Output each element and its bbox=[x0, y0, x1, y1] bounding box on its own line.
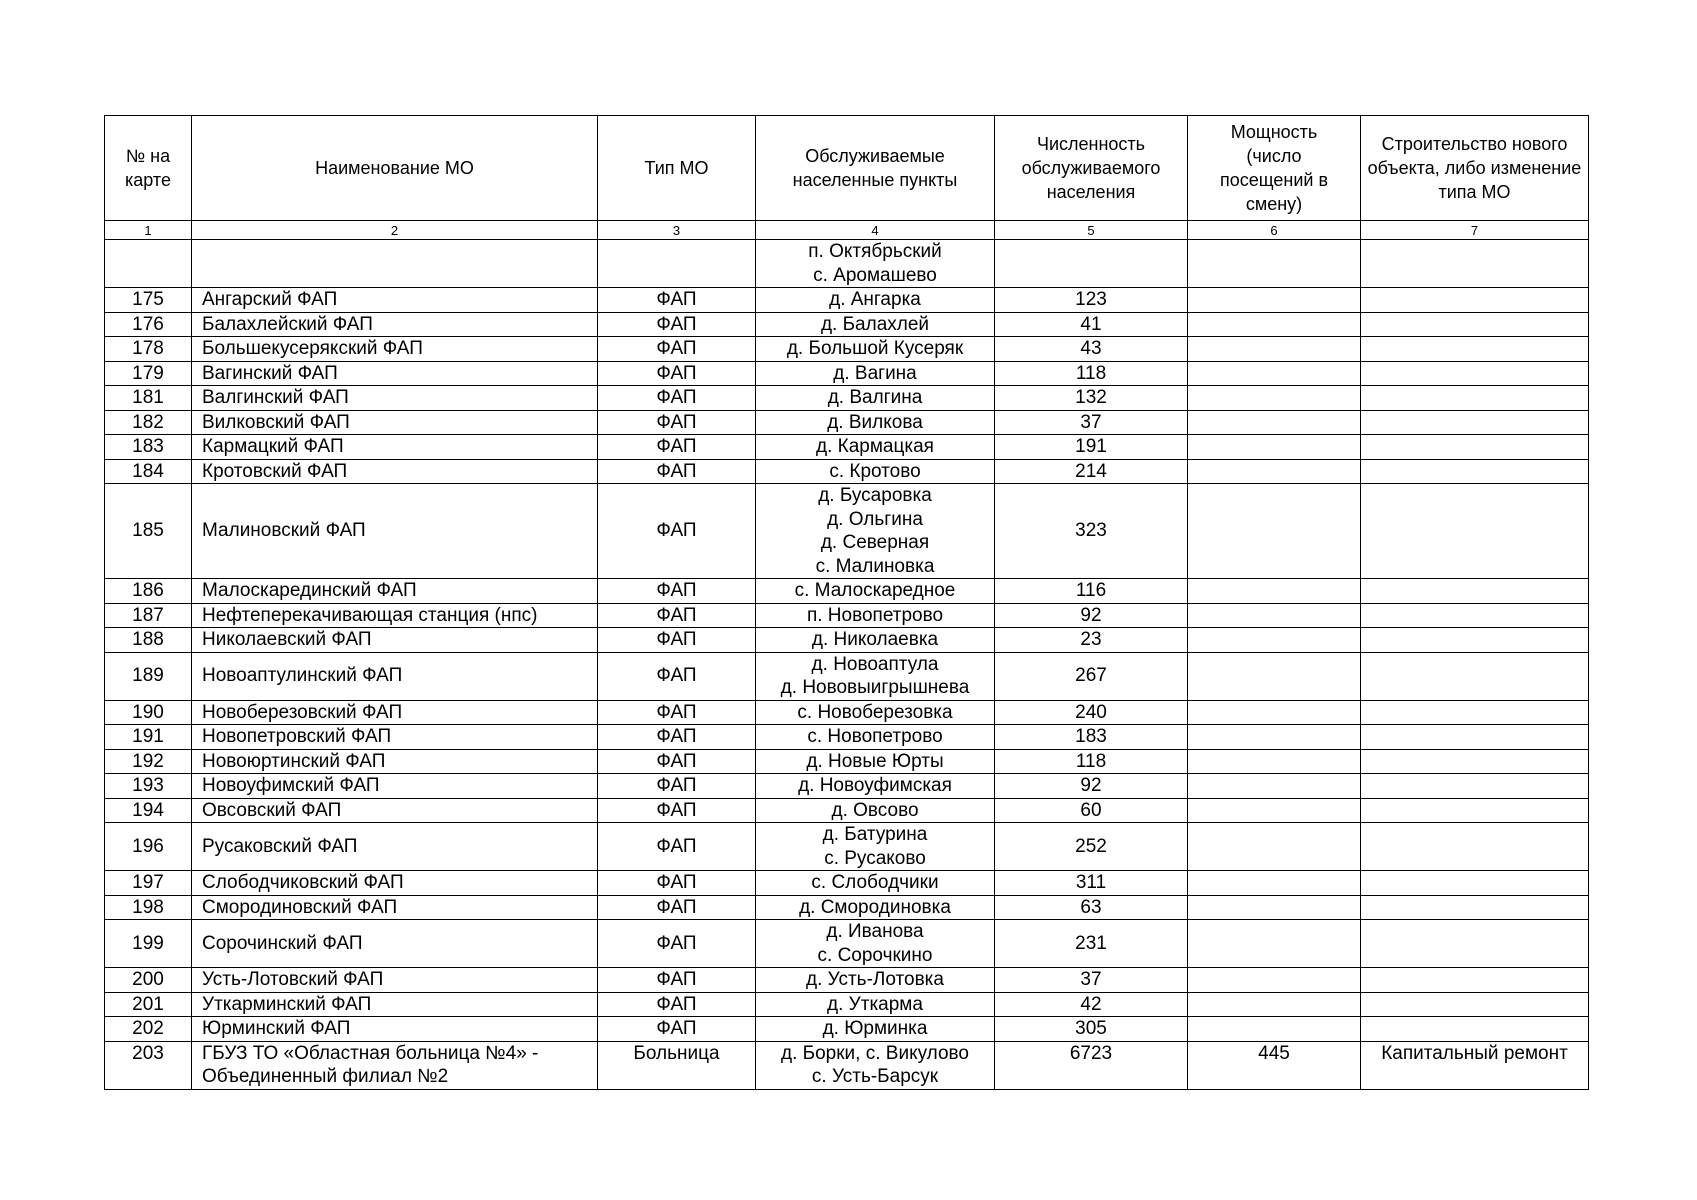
mo-type-cell: ФАП bbox=[598, 725, 756, 750]
construction-cell bbox=[1361, 386, 1589, 411]
mo-name-line: Юрминский ФАП bbox=[202, 1018, 351, 1039]
construction-cell bbox=[1361, 774, 1589, 799]
capacity-cell bbox=[1188, 240, 1361, 288]
column-number: 6 bbox=[1188, 221, 1361, 240]
served-settlements-cell bbox=[756, 700, 995, 725]
mo-name-cell bbox=[192, 337, 598, 362]
served-settlements-cell bbox=[756, 410, 995, 435]
settlement-line: д. Бусаровка bbox=[818, 485, 932, 506]
header-served-settlements: Обслуживаемые населенные пункты bbox=[756, 116, 995, 221]
table-row bbox=[105, 386, 1589, 411]
capacity-cell bbox=[1188, 484, 1361, 579]
construction-cell bbox=[1361, 1017, 1589, 1042]
map-number-cell: 190 bbox=[105, 700, 192, 725]
mo-type-cell: ФАП bbox=[598, 920, 756, 968]
settlement-line: д. Новоуфимская bbox=[798, 775, 952, 796]
population-cell: 132 bbox=[995, 386, 1188, 411]
map-number-cell: 194 bbox=[105, 798, 192, 823]
mo-name-line: Малоскарединский ФАП bbox=[202, 580, 417, 601]
served-settlements-cell bbox=[756, 459, 995, 484]
served-settlements-cell bbox=[756, 603, 995, 628]
population-cell: 231 bbox=[995, 920, 1188, 968]
served-settlements-cell bbox=[756, 579, 995, 604]
table-row bbox=[105, 312, 1589, 337]
construction-cell bbox=[1361, 968, 1589, 993]
mo-type-cell: ФАП bbox=[598, 700, 756, 725]
column-numbers-row bbox=[105, 221, 1589, 240]
table-row bbox=[105, 895, 1589, 920]
served-settlements-cell bbox=[756, 871, 995, 896]
mo-type-cell: ФАП bbox=[598, 871, 756, 896]
settlement-line: д. Ольгина bbox=[827, 508, 923, 530]
settlement-line: д. Новые Юрты bbox=[806, 750, 944, 772]
served-settlements-cell bbox=[756, 312, 995, 337]
mo-type-cell: ФАП bbox=[598, 361, 756, 386]
settlement-line: д. Новоаптула bbox=[811, 653, 939, 675]
served-settlements-cell bbox=[756, 968, 995, 993]
mo-name-line: Нефтеперекачивающая станция (нпс) bbox=[202, 604, 538, 626]
mo-name-cell bbox=[192, 871, 598, 896]
served-settlements-cell bbox=[756, 1017, 995, 1042]
served-settlements-cell bbox=[756, 484, 995, 579]
map-number-cell: 176 bbox=[105, 312, 192, 337]
map-number-cell: 202 bbox=[105, 1017, 192, 1042]
construction-cell bbox=[1361, 725, 1589, 750]
served-settlements-cell bbox=[756, 895, 995, 920]
construction-cell bbox=[1361, 992, 1589, 1017]
construction-cell bbox=[1361, 798, 1589, 823]
header-map-number: № на карте bbox=[105, 116, 192, 221]
table-row bbox=[105, 435, 1589, 460]
served-settlements-cell bbox=[756, 652, 995, 700]
mo-name-cell bbox=[192, 603, 598, 628]
mo-name-line: Овсовский ФАП bbox=[202, 799, 342, 821]
mo-name-cell bbox=[192, 920, 598, 968]
mo-name-line: Вилковский ФАП bbox=[202, 411, 350, 433]
population-cell: 118 bbox=[995, 749, 1188, 774]
construction-cell bbox=[1361, 823, 1589, 871]
table-row bbox=[105, 628, 1589, 653]
mo-name-line: Новопетровский ФАП bbox=[202, 726, 392, 747]
mo-name-line: Слободчиковский ФАП bbox=[202, 872, 404, 893]
mo-name-cell bbox=[192, 288, 598, 313]
settlement-line: д. Смородиновка bbox=[799, 896, 951, 918]
mo-name-line: Валгинский ФАП bbox=[202, 387, 349, 408]
served-settlements-cell bbox=[756, 823, 995, 871]
table-row bbox=[105, 361, 1589, 386]
construction-cell bbox=[1361, 700, 1589, 725]
construction-cell bbox=[1361, 920, 1589, 968]
map-number-cell: 199 bbox=[105, 920, 192, 968]
mo-name-line: Новоуфимский ФАП bbox=[202, 775, 380, 796]
mo-type-cell: ФАП bbox=[598, 652, 756, 700]
map-number-cell: 203 bbox=[105, 1041, 192, 1089]
mo-name-line: Большекусерякский ФАП bbox=[202, 338, 423, 359]
settlement-line: с. Малоскаредное bbox=[794, 580, 956, 601]
settlement-line: д. Усть-Лотовка bbox=[806, 969, 944, 990]
population-cell bbox=[995, 240, 1188, 288]
construction-cell bbox=[1361, 871, 1589, 896]
table-row bbox=[105, 968, 1589, 993]
header-construction: Строительство нового объекта, либо изменение типа МО bbox=[1361, 116, 1589, 221]
mo-name-cell bbox=[192, 725, 598, 750]
settlement-line: с. Новопетрово bbox=[807, 726, 943, 747]
map-number-cell: 187 bbox=[105, 603, 192, 628]
served-settlements-cell bbox=[756, 628, 995, 653]
population-cell: 43 bbox=[995, 337, 1188, 362]
mo-name-line: Николаевский ФАП bbox=[202, 629, 372, 650]
served-settlements-cell bbox=[756, 798, 995, 823]
table-row bbox=[105, 410, 1589, 435]
population-cell: 311 bbox=[995, 871, 1188, 896]
population-cell: 37 bbox=[995, 968, 1188, 993]
settlement-line: д. Иванова bbox=[826, 921, 924, 942]
column-number: 1 bbox=[105, 221, 192, 240]
settlement-line: с. Слободчики bbox=[811, 872, 939, 893]
construction-cell bbox=[1361, 579, 1589, 604]
mo-name-cell bbox=[192, 410, 598, 435]
mo-name-cell bbox=[192, 459, 598, 484]
mo-type-cell: ФАП bbox=[598, 459, 756, 484]
construction-cell: Капитальный ремонт bbox=[1361, 1041, 1589, 1089]
mo-name-line: Уткарминский ФАП bbox=[202, 993, 372, 1015]
table-header bbox=[105, 116, 1589, 240]
header-mo-type: Тип МО bbox=[598, 116, 756, 221]
map-number-cell: 181 bbox=[105, 386, 192, 411]
capacity-cell bbox=[1188, 749, 1361, 774]
mo-type-cell: ФАП bbox=[598, 992, 756, 1017]
settlement-line: д. Ангарка bbox=[829, 289, 921, 310]
capacity-cell bbox=[1188, 992, 1361, 1017]
map-number-cell: 188 bbox=[105, 628, 192, 653]
table-row bbox=[105, 798, 1589, 823]
column-number: 3 bbox=[598, 221, 756, 240]
population-cell: 252 bbox=[995, 823, 1188, 871]
mo-type-cell: ФАП bbox=[598, 337, 756, 362]
capacity-cell bbox=[1188, 288, 1361, 313]
mo-name-line: Русаковский ФАП bbox=[202, 835, 358, 857]
population-cell: 240 bbox=[995, 700, 1188, 725]
settlement-line: с. Аромашево bbox=[813, 264, 937, 286]
served-settlements-cell bbox=[756, 435, 995, 460]
construction-cell bbox=[1361, 410, 1589, 435]
map-number-cell bbox=[105, 240, 192, 288]
settlement-line: д. Кармацкая bbox=[816, 436, 934, 457]
settlement-line: с. Усть-Барсук bbox=[811, 1066, 939, 1087]
capacity-cell bbox=[1188, 1017, 1361, 1042]
capacity-cell bbox=[1188, 579, 1361, 604]
population-cell: 23 bbox=[995, 628, 1188, 653]
settlement-line: д. Уткарма bbox=[827, 993, 923, 1015]
capacity-cell bbox=[1188, 871, 1361, 896]
construction-cell bbox=[1361, 312, 1589, 337]
population-cell: 60 bbox=[995, 798, 1188, 823]
map-number-cell: 200 bbox=[105, 968, 192, 993]
settlement-line: д. Борки, с. Викулово bbox=[781, 1042, 969, 1064]
mo-type-cell: ФАП bbox=[598, 774, 756, 799]
population-cell: 42 bbox=[995, 992, 1188, 1017]
served-settlements-cell bbox=[756, 920, 995, 968]
mo-type-cell: ФАП bbox=[598, 823, 756, 871]
capacity-cell bbox=[1188, 823, 1361, 871]
served-settlements-cell bbox=[756, 774, 995, 799]
settlement-line: д. Нововыигрышнева bbox=[780, 677, 970, 698]
capacity-cell bbox=[1188, 652, 1361, 700]
served-settlements-cell bbox=[756, 386, 995, 411]
mo-name-cell bbox=[192, 386, 598, 411]
table-row bbox=[105, 725, 1589, 750]
column-number: 7 bbox=[1361, 221, 1589, 240]
construction-cell bbox=[1361, 603, 1589, 628]
construction-cell bbox=[1361, 288, 1589, 313]
settlement-line: п. Новопетрово bbox=[806, 604, 944, 626]
mo-name-cell bbox=[192, 484, 598, 579]
mo-type-cell: ФАП bbox=[598, 895, 756, 920]
settlement-line: д. Большой Кусеряк bbox=[786, 338, 964, 359]
map-number-cell: 179 bbox=[105, 361, 192, 386]
population-cell: 6723 bbox=[995, 1041, 1188, 1089]
mo-type-cell: ФАП bbox=[598, 628, 756, 653]
construction-cell bbox=[1361, 652, 1589, 700]
capacity-cell bbox=[1188, 700, 1361, 725]
population-cell: 116 bbox=[995, 579, 1188, 604]
table-row bbox=[105, 871, 1589, 896]
capacity-cell bbox=[1188, 312, 1361, 337]
served-settlements-cell bbox=[756, 1041, 995, 1089]
header-row bbox=[105, 116, 1589, 221]
settlement-line: д. Балахлей bbox=[820, 313, 930, 335]
population-cell: 305 bbox=[995, 1017, 1188, 1042]
population-cell: 92 bbox=[995, 774, 1188, 799]
settlement-line: д. Овсово bbox=[831, 799, 919, 821]
header-population: Численность обслуживаемого населения bbox=[995, 116, 1188, 221]
mo-type-cell: ФАП bbox=[598, 603, 756, 628]
capacity-cell bbox=[1188, 410, 1361, 435]
table-body bbox=[105, 240, 1589, 1090]
capacity-cell bbox=[1188, 386, 1361, 411]
capacity-cell bbox=[1188, 628, 1361, 653]
population-cell: 191 bbox=[995, 435, 1188, 460]
map-number-cell: 191 bbox=[105, 725, 192, 750]
table-row bbox=[105, 1041, 1589, 1089]
mo-name-cell bbox=[192, 652, 598, 700]
served-settlements-cell bbox=[756, 240, 995, 288]
population-cell: 92 bbox=[995, 603, 1188, 628]
mo-name-line: Новоберезовский ФАП bbox=[202, 701, 403, 723]
table-row bbox=[105, 1017, 1589, 1042]
table-row bbox=[105, 749, 1589, 774]
map-number-cell: 185 bbox=[105, 484, 192, 579]
table-row bbox=[105, 459, 1589, 484]
population-cell: 214 bbox=[995, 459, 1188, 484]
mo-name-line: Смородиновский ФАП bbox=[202, 896, 398, 918]
mo-type-cell: ФАП bbox=[598, 968, 756, 993]
settlement-line: д. Вилкова bbox=[827, 411, 923, 433]
map-number-cell: 193 bbox=[105, 774, 192, 799]
mo-name-line: Сорочинский ФАП bbox=[202, 932, 363, 954]
capacity-cell bbox=[1188, 774, 1361, 799]
mo-type-cell: ФАП bbox=[598, 484, 756, 579]
header-capacity: Мощность (число посещений в смену) bbox=[1188, 116, 1361, 221]
mo-type-cell: ФАП bbox=[598, 288, 756, 313]
table-row bbox=[105, 823, 1589, 871]
served-settlements-cell bbox=[756, 337, 995, 362]
table-row bbox=[105, 603, 1589, 628]
capacity-cell bbox=[1188, 798, 1361, 823]
population-cell: 183 bbox=[995, 725, 1188, 750]
medical-organizations-table bbox=[104, 115, 1589, 1090]
mo-name-cell bbox=[192, 798, 598, 823]
mo-name-line: Новоаптулинский ФАП bbox=[202, 665, 403, 687]
column-number: 5 bbox=[995, 221, 1188, 240]
table-row bbox=[105, 700, 1589, 725]
served-settlements-cell bbox=[756, 725, 995, 750]
capacity-cell bbox=[1188, 603, 1361, 628]
table-row bbox=[105, 288, 1589, 313]
mo-name-line: Вагинский ФАП bbox=[202, 362, 338, 384]
mo-type-cell: ФАП bbox=[598, 435, 756, 460]
construction-cell bbox=[1361, 895, 1589, 920]
mo-name-cell bbox=[192, 361, 598, 386]
mo-type-cell: ФАП bbox=[598, 386, 756, 411]
population-cell: 37 bbox=[995, 410, 1188, 435]
mo-type-cell: ФАП bbox=[598, 798, 756, 823]
settlement-line: д. Вагина bbox=[833, 362, 917, 384]
settlement-line: с. Малиновка bbox=[815, 555, 935, 577]
settlement-line: с. Сорочкино bbox=[817, 944, 933, 966]
mo-name-cell bbox=[192, 895, 598, 920]
mo-name-cell bbox=[192, 749, 598, 774]
table-row bbox=[105, 774, 1589, 799]
settlement-line: д. Николаевка bbox=[811, 629, 939, 650]
mo-type-cell: Больница bbox=[598, 1041, 756, 1089]
map-number-cell: 183 bbox=[105, 435, 192, 460]
table-row bbox=[105, 579, 1589, 604]
map-number-cell: 201 bbox=[105, 992, 192, 1017]
column-number: 2 bbox=[192, 221, 598, 240]
map-number-cell: 182 bbox=[105, 410, 192, 435]
mo-name-cell bbox=[192, 774, 598, 799]
mo-name-line: Кармацкий ФАП bbox=[202, 436, 344, 457]
settlement-line: п. Октябрьский bbox=[808, 241, 942, 262]
mo-name-line: Малиновский ФАП bbox=[202, 520, 366, 542]
mo-name-cell bbox=[192, 992, 598, 1017]
mo-name-line: Объединенный филиал №2 bbox=[202, 1066, 449, 1087]
map-number-cell: 186 bbox=[105, 579, 192, 604]
header-mo-name: Наименование МО bbox=[192, 116, 598, 221]
mo-name-line: Усть-Лотовский ФАП bbox=[202, 969, 384, 990]
mo-type-cell: ФАП bbox=[598, 410, 756, 435]
construction-cell bbox=[1361, 628, 1589, 653]
capacity-cell bbox=[1188, 968, 1361, 993]
construction-cell bbox=[1361, 459, 1589, 484]
construction-cell bbox=[1361, 749, 1589, 774]
mo-type-cell: ФАП bbox=[598, 579, 756, 604]
mo-name-cell bbox=[192, 312, 598, 337]
document-page bbox=[104, 115, 1588, 1090]
population-cell: 323 bbox=[995, 484, 1188, 579]
mo-name-cell bbox=[192, 700, 598, 725]
population-cell: 123 bbox=[995, 288, 1188, 313]
population-cell: 118 bbox=[995, 361, 1188, 386]
capacity-cell bbox=[1188, 725, 1361, 750]
mo-name-line: Новоюртинский ФАП bbox=[202, 750, 386, 772]
construction-cell bbox=[1361, 337, 1589, 362]
table-row bbox=[105, 337, 1589, 362]
table-row bbox=[105, 920, 1589, 968]
mo-name-cell bbox=[192, 628, 598, 653]
served-settlements-cell bbox=[756, 992, 995, 1017]
capacity-cell bbox=[1188, 920, 1361, 968]
served-settlements-cell bbox=[756, 749, 995, 774]
table-row bbox=[105, 992, 1589, 1017]
construction-cell bbox=[1361, 361, 1589, 386]
construction-cell bbox=[1361, 240, 1589, 288]
mo-type-cell: ФАП bbox=[598, 312, 756, 337]
capacity-cell: 445 bbox=[1188, 1041, 1361, 1089]
mo-name-cell bbox=[192, 1017, 598, 1042]
served-settlements-cell bbox=[756, 288, 995, 313]
table-row bbox=[105, 240, 1589, 288]
map-number-cell: 184 bbox=[105, 459, 192, 484]
settlement-line: д. Валгина bbox=[827, 387, 923, 408]
mo-name-line: Ангарский ФАП bbox=[202, 289, 338, 310]
served-settlements-cell bbox=[756, 361, 995, 386]
map-number-cell: 192 bbox=[105, 749, 192, 774]
mo-type-cell bbox=[598, 240, 756, 288]
settlement-line: с. Русаково bbox=[824, 847, 926, 869]
column-number: 4 bbox=[756, 221, 995, 240]
mo-type-cell: ФАП bbox=[598, 1017, 756, 1042]
settlement-line: д. Батурина bbox=[822, 824, 928, 845]
settlement-line: с. Кротово bbox=[829, 460, 921, 482]
mo-name-cell bbox=[192, 1041, 598, 1089]
mo-name-cell bbox=[192, 240, 598, 288]
map-number-cell: 198 bbox=[105, 895, 192, 920]
capacity-cell bbox=[1188, 361, 1361, 386]
settlement-line: д. Северная bbox=[820, 532, 930, 553]
mo-name-cell bbox=[192, 968, 598, 993]
construction-cell bbox=[1361, 484, 1589, 579]
table-row bbox=[105, 652, 1589, 700]
mo-name-line: ГБУЗ ТО «Областная больница №4» - bbox=[202, 1042, 539, 1064]
mo-name-line: Кротовский ФАП bbox=[202, 460, 348, 482]
population-cell: 41 bbox=[995, 312, 1188, 337]
construction-cell bbox=[1361, 435, 1589, 460]
table-row bbox=[105, 484, 1589, 579]
population-cell: 63 bbox=[995, 895, 1188, 920]
map-number-cell: 189 bbox=[105, 652, 192, 700]
population-cell: 267 bbox=[995, 652, 1188, 700]
capacity-cell bbox=[1188, 459, 1361, 484]
capacity-cell bbox=[1188, 895, 1361, 920]
settlement-line: д. Юрминка bbox=[822, 1018, 928, 1039]
capacity-cell bbox=[1188, 337, 1361, 362]
map-number-cell: 197 bbox=[105, 871, 192, 896]
capacity-cell bbox=[1188, 435, 1361, 460]
mo-name-cell bbox=[192, 435, 598, 460]
mo-type-cell: ФАП bbox=[598, 749, 756, 774]
mo-name-line: Балахлейский ФАП bbox=[202, 313, 373, 335]
mo-name-cell bbox=[192, 579, 598, 604]
settlement-line: с. Новоберезовка bbox=[797, 701, 953, 723]
mo-name-cell bbox=[192, 823, 598, 871]
map-number-cell: 196 bbox=[105, 823, 192, 871]
map-number-cell: 178 bbox=[105, 337, 192, 362]
map-number-cell: 175 bbox=[105, 288, 192, 313]
